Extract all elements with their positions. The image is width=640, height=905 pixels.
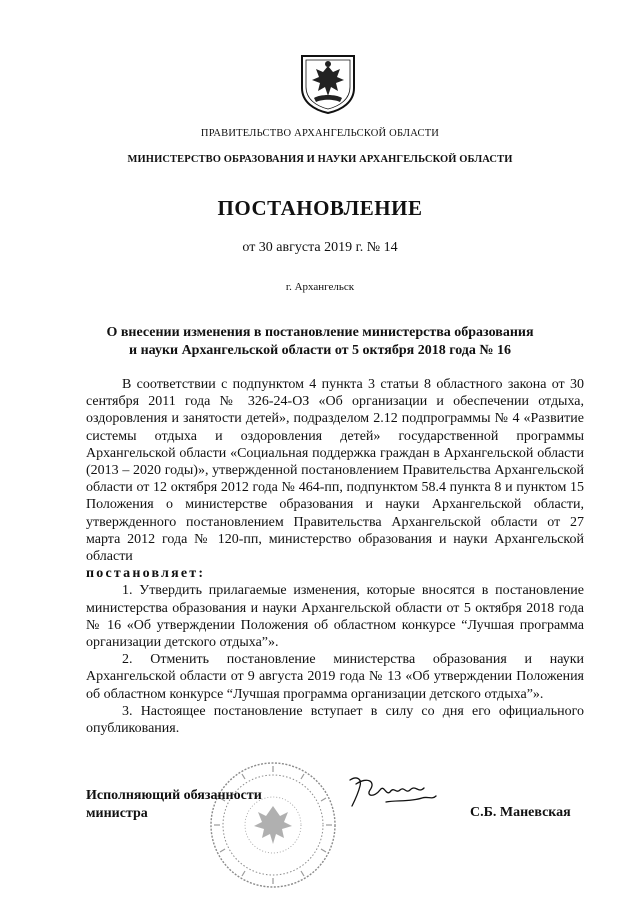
document-date-number: от 30 августа 2019 г. № 14 [242, 240, 398, 255]
document-body [86, 376, 584, 737]
item-1-paragraph: 1. Утвердить прилагаемые изменения, которые вносятся в постановление министерства образования и науки Архангельской области от 5 октября 2018 года № 16 «Об утверждении Положения об областном конкурсе “Лучшая программа организации детского отдыха”». [86, 583, 584, 651]
handwritten-signature-icon [346, 772, 438, 816]
ministry-name: МИНИСТЕРСТВО ОБРАЗОВАНИЯ И НАУКИ АРХАНГЕЛЬСКОЙ ОБЛАСТИ [127, 154, 513, 165]
signer-title-line-1: Исполняющий обязанности [86, 788, 262, 803]
document-city: г. Архангельск [285, 281, 355, 293]
coat-of-arms-icon [296, 52, 360, 114]
subject-line-1: О внесении изменения в постановление министерства образования [106, 325, 534, 340]
government-name: ПРАВИТЕЛЬСТВО АРХАНГЕЛЬСКОЙ ОБЛАСТИ [200, 128, 440, 139]
subject-line-2: и науки Архангельской области от 5 октября 2018 года № 16 [129, 343, 511, 358]
signer-name: С.Б. Маневская [470, 805, 571, 820]
item-2-paragraph: 2. Отменить постановление министерства образования и науки Архангельской области от 9 августа 2019 года № 13 «Об утверждении Положения об областном конкурсе “Лучшая программа организации детского отдыха”». [86, 652, 584, 702]
official-seal-icon [208, 760, 338, 890]
signer-title [86, 787, 262, 823]
signer-title-line-2: министра [86, 806, 148, 821]
item-3-paragraph: 3. Настоящее постановление вступает в силу со дня его официального опубликования. [86, 703, 584, 737]
document-subject [0, 324, 640, 360]
resolves-word: постановляет: [86, 566, 206, 582]
preamble-paragraph: В соответствии с подпунктом 4 пункта 3 статьи 8 областного закона от 30 сентября 2011 года № 326-24-ОЗ «Об организации и обеспечении отдыха, оздоровления и занятости детей», подразделом 2.12 подпрограммы № 4 «Развитие системы отдыха и оздоровления детей» государственной программы Архангельской области «Социальная поддержка граждан в Архангельской области (2013 – 2020 годы)», утвержденной постановлением Правительства Архангельской области от 12 октября 2012 года № 464-пп, подпунктом 58.4 пункта 8 и пунктом 15 Положения о министерстве образования и науки Архангельской области, утвержденного постановлением Правительства Архангельской области от 27 марта 2012 года № 120-пп, министерство образования и науки Архангельской области [86, 377, 584, 565]
document-type: ПОСТАНОВЛЕНИЕ [217, 196, 423, 220]
